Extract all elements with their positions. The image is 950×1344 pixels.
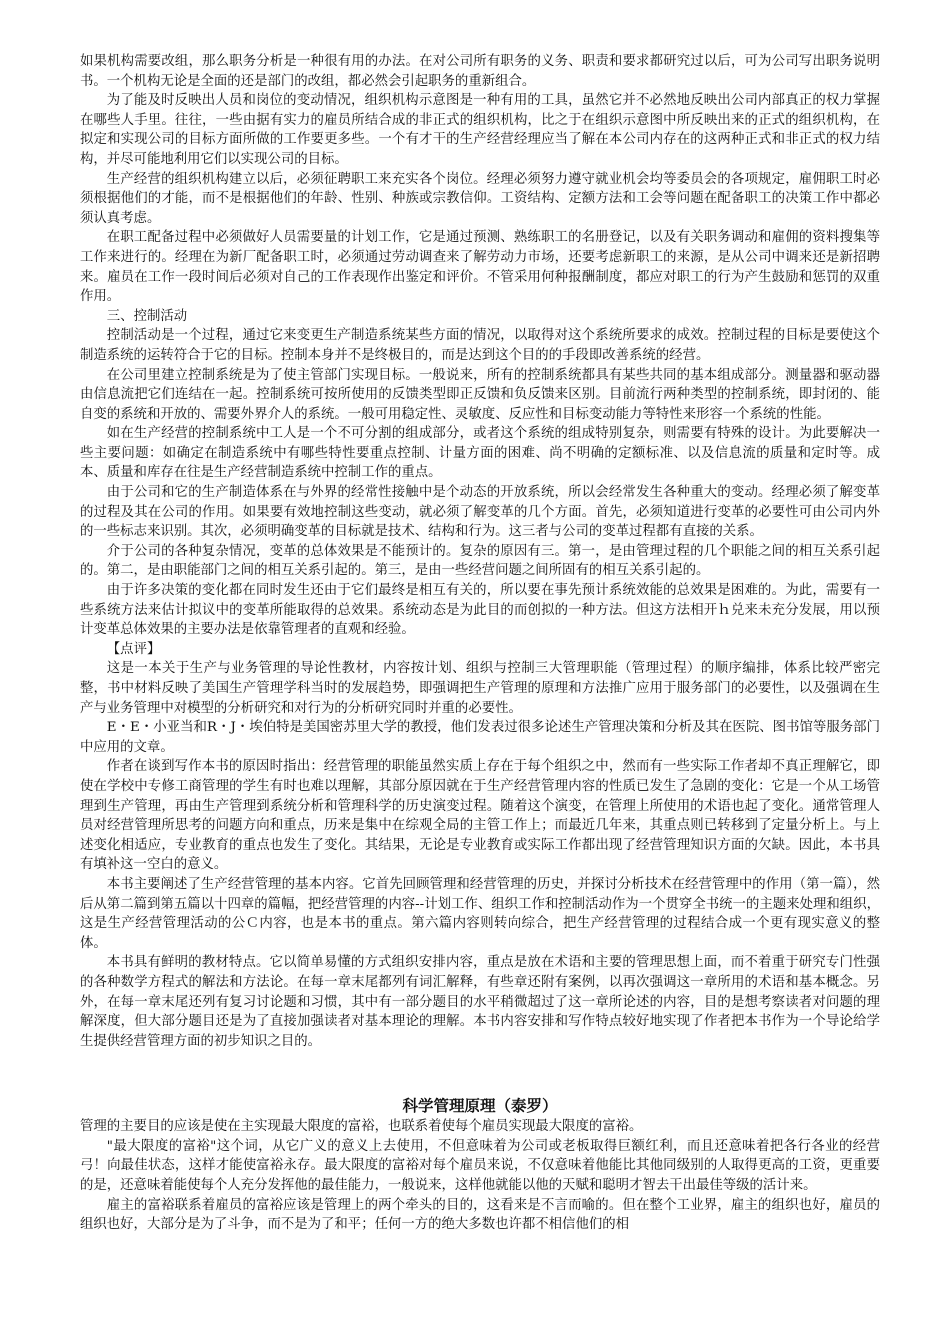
paragraph: 本书具有鲜明的教材特点。它以简单易懂的方式组织安排内容，重点是放在术语和主要的管理思想上面，而不着重于研究专门性强的各种数学方程式的解法和方法论。在每一章末尾都列有词汇解释，有些章还附有案例，以再次强调这一章所用的术语和基本概念。另外，在每一章末尾还列有复习讨论题和习惯，其中有一部分题目的水平稍微超过了这一章所论述的内容，目的是想考察读者对问题的理解深度，但大部分题目还是为了直接加强读者对基本理论的理解。本书内容安排和写作特点较好地实现了作者把本书作为一个导论给学生提供经营管理方面的初步知识之目的。: [80, 955, 880, 1049]
section-heading: 三、控制活动: [106, 308, 188, 324]
paragraph: 介于公司的各种复杂情况，变革的总体效果是不能预计的。复杂的原因有三。第一，是由管理过程的几个职能之间的相互关系引起的。第二，是由职能部门之间的相互关系引起的。第三，是由一些经营问题之间所固有的相互关系引起的。: [80, 543, 880, 579]
paragraph: 如在生产经营的控制系统中工人是一个不可分割的组成部分，或者这个系统的组成特别复杂，则需要有特殊的设计。为此要解决一些主要问题：如确定在制造系统中有哪些特性要重点控制、计量方面的困难、尚不明确的定额标准、以及信息流的质量和定时等。成本、质量和库存在往是生产经营制造系统中控制工作的重点。: [80, 426, 880, 481]
paragraph: 管理的主要目的应该是使在主实现最大限度的富裕，也联系着使每个雇员实现最大限度的富裕。: [80, 1119, 643, 1135]
paragraph: 本书主要阐述了生产经营管理的基本内容。它首先回顾管理和经营管理的历史，并探讨分析技术在经营管理中的作用（第一篇），然后从第二篇到第五篇以十四章的篇幅，把经营管理的内容--计划工作、组织工作和控制活动作为一个贯穿全书统一的主题来处理和组织，这是生产经营管理活动的公Ｃ内容，也是本书的重点。第六篇内容则转向综合，把生产经营管理的过程结合成一个更有现实意义的整体。: [80, 876, 880, 951]
paragraph: 在职工配备过程中必须做好人员需要量的计划工作，它是通过预测、熟练职工的名册登记，以及有关职务调动和雇佣的资料搜集等工作来进行的。经理在为新厂配备职工时，必须通过劳动调查来了解劳动力市场，还要考虑新职工的来源，是从公司中调来还是新招聘来。雇员在工作一段时间后必须对自己的工作表现作出鉴定和评价。不管采用何种报酬制度，都应对职工的行为产生鼓励和惩罚的双重作用。: [80, 230, 880, 305]
document-page: [80, 52, 880, 1235]
paragraph: E・E・小亚当和R・J・埃伯特是美国密苏里大学的教授，他们发表过很多论述生产管理决策和分析及其在医院、图书馆等服务部门中应用的文章。: [80, 720, 880, 755]
paragraph: 作者在谈到写作本书的原因时指出：经营管理的职能虽然实质上存在于每个组织之中，然而有一些实际工作者却不真正理解它，即使在学校中专修工商管理的学生有时也难以理解，其部分原因就在于生产经营管理内容的性质已发生了急剧的变化：它是一个从工场管理到生产管理，再由生产管理到系统分析和管理科学的历史演变过程。随着这个演变，在管理上所使用的术语也起了变化。通常管理人员对经营管理所思考的问题方向和重点，历来是集中在综观全局的主管工作上；而最近几年来，其重点则已转移到了定量分析上。与上述变化相适应，专业教育的重点也发生了变化。其结果，无论是专业教育或实际工作都出现了经营管理知识方面的欠缺。因此，本书具有填补这一空白的意义。: [80, 759, 880, 873]
paragraph: "最大限度的富裕"这个词，从它广义的意义上去使用，不但意味着为公司或老板取得巨额红利，而且还意味着把各行各业的经营弓！向最佳状态，这样才能使富裕永存。最大限度的富裕对每个雇员来说，不仅意味着他能比其他同级别的人取得更高的工资，更重要的是，还意味着能使每个人充分发挥他的最佳能力，一般说来，这样他就能以他的天赋和聪明才智去干出最佳等级的活计来。: [80, 1138, 880, 1194]
paragraph: 生产经营的组织机构建立以后，必须征聘职工来充实各个岗位。经理必须努力遵守就业机会均等委员会的各项规定，雇佣职工时必须根据他们的才能，而不是根据他们的年龄、性别、种族或宗教信仰。工资结构、定额方法和工会等问题在配备职工的决策工作中都必须认真考虑。: [80, 171, 880, 226]
review-heading: 【点评】: [106, 641, 161, 657]
paragraph: 为了能及时反映出人员和岗位的变动情况，组织机构示意图是一种有用的工具，虽然它并不必然地反映出公司内部真正的权力掌握在哪些人手里。往往，一些由据有实力的雇员所结合成的非正式的组织机构，比之于在组织示意图中所反映出来的正式的组织机构，在拟定和实现公司的目标方面所做的工作要更多些。一个有才干的生产经营经理应当了解在本公司内存在的这两种正式和非正式的权力结构，并尽可能地利用它们以实现公司的目标。: [80, 93, 880, 167]
paragraph: 雇主的富裕联系着雇员的富裕应该是管理上的两个牵头的目的，这看来是不言而喻的。但在整个工业界，雇主的组织也好，雇员的组织也好，大部分是为了斗争，而不是为了和平；任何一方的绝大多数也许都不相信他们的相: [80, 1197, 880, 1233]
chapter-title: 科学管理原理（泰罗）: [402, 1096, 558, 1116]
paragraph: 这是一本关于生产与业务管理的导论性教材，内容按计划、组织与控制三大管理职能（管理过程）的顺序编排，体系比较严密完整，书中材料反映了美国生产管理学科当时的发展趋势，即强调把生产管理的原理和方法推广应用于服务部门的必要性，以及强调在生产与业务管理中对模型的分析研究和对行为的分析研究同时并重的必要性。: [80, 661, 880, 716]
paragraph: 在公司里建立控制系统是为了使主管部门实现目标。一般说来，所有的控制系统都具有某些共同的基本组成部分。测量器和驱动器由信息流把它们连结在一起。控制系统可按所使用的反馈类型即正反馈和负反馈来区别。目前流行两种类型的控制系统，即封闭的、能自变的系统和开放的、需要外界介人的系统。一般可用稳定性、灵敏度、反应性和目标变动能力等特性来形容一个系统的性能。: [80, 367, 880, 422]
paragraph: 控制活动是一个过程，通过它来变更生产制造系统某些方面的情况，以取得对这个系统所要求的成效。控制过程的目标是要使这个制造系统的运转符合于它的目标。控制本身并不是终极目的，而是达到这个目的的手段即改善系统的经营。: [80, 328, 880, 363]
paragraph: 如果机构需要改组，那么职务分析是一种很有用的办法。在对公司所有职务的义务、职责和要求都研究过以后，可为公司写出职务说明书。一个机构无论是全面的还是部门的改组，都必然会引起职务的重新组合。: [80, 54, 880, 89]
paragraph: 由于公司和它的生产制造体系在与外界的经常性接触中是个动态的开放系统，所以会经常发生各种重大的变动。经理必须了解变革的过程及其在公司的作用。如果要有效地控制这些变动，就必须了解变革的几个方面。首先，必须知道进行变革的必要性可由公司内外的一些标志来识别。其次，必须明确变革的目标就是技术、结构和行为。这三者与公司的变革过程都有直接的关系。: [80, 485, 880, 540]
section-gap: [80, 1051, 880, 1095]
paragraph: 由于许多决策的变化都在同时发生还由于它们最终是相互有关的，所以要在事先预计系统效能的总效果是困难的。为此，需要有一些系统方法来估计拟议中的变革所能取得的总效果。系统动态是为此目的而创拟的一种方法。但这方法相开ｈ兑来未充分发展，用以预计变革总体效果的主要办法是依靠管理者的直观和经验。: [80, 583, 880, 638]
